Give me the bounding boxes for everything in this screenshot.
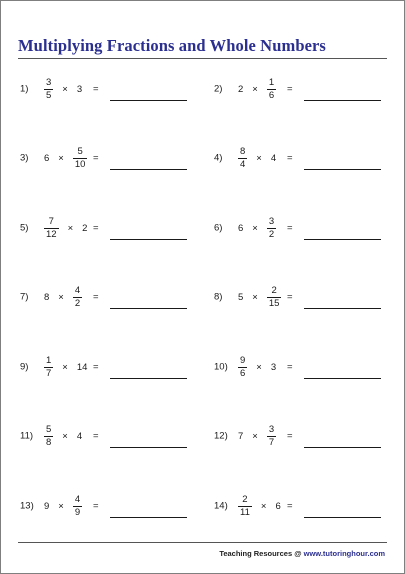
fraction <box>44 78 53 100</box>
problem-number: 4) <box>214 152 223 164</box>
problem-item <box>20 69 190 109</box>
answer-line[interactable] <box>110 447 187 448</box>
numerator: 2 <box>271 285 277 296</box>
whole-number: 5 <box>238 291 244 303</box>
equals-sign: = <box>93 500 99 512</box>
fraction <box>267 78 276 100</box>
problem-item <box>214 138 384 178</box>
numerator: 3 <box>268 216 275 227</box>
answer-line[interactable] <box>110 308 187 309</box>
equals-sign: = <box>93 152 99 164</box>
problem-item <box>214 208 384 248</box>
whole-number: 7 <box>238 430 244 442</box>
times-sign: × <box>256 152 262 164</box>
footer-divider <box>18 542 387 543</box>
fraction <box>267 425 276 447</box>
problem-number: 2) <box>214 83 223 95</box>
problem-expression <box>238 347 276 387</box>
answer-line[interactable] <box>304 169 381 170</box>
equals-sign: = <box>287 83 293 95</box>
fraction <box>267 286 282 308</box>
problem-item <box>20 416 190 456</box>
denominator: 6 <box>240 367 246 379</box>
numerator: 4 <box>74 494 81 505</box>
problem-number: 11) <box>20 430 34 442</box>
problem-expression <box>238 138 276 178</box>
problem-number: 8) <box>214 291 223 303</box>
equals-sign: = <box>287 152 293 164</box>
fraction <box>73 286 82 308</box>
whole-number: 9 <box>44 500 50 512</box>
equals-sign: = <box>287 291 293 303</box>
equals-sign: = <box>287 222 293 234</box>
problem-expression <box>44 208 87 248</box>
equals-sign: = <box>93 83 99 95</box>
whole-number: 6 <box>238 222 244 234</box>
answer-line[interactable] <box>304 100 381 101</box>
numerator: 7 <box>48 216 54 227</box>
fraction <box>44 425 53 447</box>
denominator: 8 <box>46 436 52 448</box>
times-sign: × <box>252 430 258 442</box>
fraction <box>267 217 276 239</box>
footer-credit <box>219 549 385 558</box>
fraction <box>73 147 88 169</box>
times-sign: × <box>252 83 258 95</box>
answer-line[interactable] <box>110 378 187 379</box>
equals-sign: = <box>287 430 293 442</box>
problem-item <box>20 277 190 317</box>
problem-expression <box>44 277 82 317</box>
denominator: 7 <box>268 436 275 448</box>
answer-line[interactable] <box>304 308 381 309</box>
equals-sign: = <box>93 361 99 373</box>
fraction <box>238 147 247 169</box>
problem-number: 12) <box>214 430 228 442</box>
problem-item <box>214 486 384 526</box>
denominator: 4 <box>240 158 246 170</box>
fraction <box>44 356 53 378</box>
numerator: 3 <box>46 77 52 88</box>
problem-item <box>20 138 190 178</box>
times-sign: × <box>58 500 64 512</box>
problem-number: 6) <box>214 222 223 234</box>
problem-item <box>214 416 384 456</box>
fraction <box>238 495 252 517</box>
problem-item <box>214 347 384 387</box>
whole-number: 4 <box>76 430 83 442</box>
problem-item <box>20 347 190 387</box>
times-sign: × <box>252 291 258 303</box>
problem-number: 7) <box>20 291 29 303</box>
equals-sign: = <box>93 430 99 442</box>
problem-number: 5) <box>20 222 29 234</box>
whole-number: 2 <box>82 222 88 234</box>
denominator: 12 <box>46 228 57 240</box>
denominator: 15 <box>268 297 280 309</box>
numerator: 5 <box>46 424 52 435</box>
denominator: 11 <box>240 506 250 518</box>
worksheet-title: Multiplying Fractions and Whole Numbers <box>18 36 326 55</box>
problem-item <box>214 69 384 109</box>
answer-line[interactable] <box>110 517 187 518</box>
times-sign: × <box>58 152 64 164</box>
whole-number: 3 <box>76 83 83 95</box>
times-sign: × <box>62 83 68 95</box>
numerator: 5 <box>77 146 83 157</box>
times-sign: × <box>256 361 262 373</box>
denominator: 6 <box>268 89 275 101</box>
problem-number: 13) <box>20 500 34 512</box>
problem-expression <box>44 347 87 387</box>
problem-item <box>214 277 384 317</box>
whole-number: 3 <box>270 361 277 373</box>
whole-number: 6 <box>44 152 50 164</box>
denominator: 10 <box>74 158 86 170</box>
times-sign: × <box>252 222 258 234</box>
equals-sign: = <box>93 222 99 234</box>
times-sign: × <box>58 291 64 303</box>
answer-line[interactable] <box>304 517 381 518</box>
numerator: 9 <box>240 355 246 366</box>
problem-number: 14) <box>214 500 228 512</box>
numerator: 1 <box>268 77 275 88</box>
times-sign: × <box>67 222 74 234</box>
problem-number: 10) <box>214 361 228 373</box>
problem-expression <box>238 208 276 248</box>
title-divider <box>18 58 387 59</box>
fraction <box>44 217 59 239</box>
answer-line[interactable] <box>110 169 187 170</box>
problem-expression <box>44 416 82 456</box>
denominator: 9 <box>74 506 81 518</box>
times-sign: × <box>62 361 68 373</box>
problem-expression <box>238 486 281 526</box>
numerator: 4 <box>74 285 81 296</box>
answer-line[interactable] <box>304 239 381 240</box>
problem-expression <box>238 416 276 456</box>
numerator: 1 <box>46 355 52 366</box>
problem-number: 1) <box>20 83 29 95</box>
answer-line[interactable] <box>304 447 381 448</box>
times-sign: × <box>62 430 68 442</box>
footer-prefix: Teaching Resources @ <box>219 549 304 558</box>
equals-sign: = <box>93 291 99 303</box>
fraction <box>238 356 247 378</box>
problem-expression <box>44 138 87 178</box>
whole-number: 2 <box>238 83 244 95</box>
answer-line[interactable] <box>304 378 381 379</box>
answer-line[interactable] <box>110 239 187 240</box>
denominator: 5 <box>46 89 52 101</box>
denominator: 2 <box>268 228 275 240</box>
fraction <box>73 495 82 517</box>
footer-site-link[interactable]: www.tutoringhour.com <box>303 549 385 558</box>
problem-expression <box>44 69 82 109</box>
answer-line[interactable] <box>110 100 187 101</box>
whole-number: 6 <box>275 500 281 512</box>
equals-sign: = <box>287 361 293 373</box>
problem-expression <box>44 486 82 526</box>
whole-number: 8 <box>44 291 50 303</box>
problem-item <box>20 486 190 526</box>
numerator: 3 <box>268 424 275 435</box>
problem-expression <box>238 69 276 109</box>
numerator: 2 <box>242 494 248 505</box>
problem-item <box>20 208 190 248</box>
whole-number: 14 <box>76 361 88 373</box>
whole-number: 4 <box>270 152 277 164</box>
numerator: 8 <box>240 146 246 157</box>
equals-sign: = <box>287 500 293 512</box>
problem-number: 9) <box>20 361 29 373</box>
times-sign: × <box>260 500 267 512</box>
denominator: 2 <box>74 297 81 309</box>
denominator: 7 <box>46 367 52 379</box>
problem-expression <box>238 277 281 317</box>
problem-number: 3) <box>20 152 29 164</box>
